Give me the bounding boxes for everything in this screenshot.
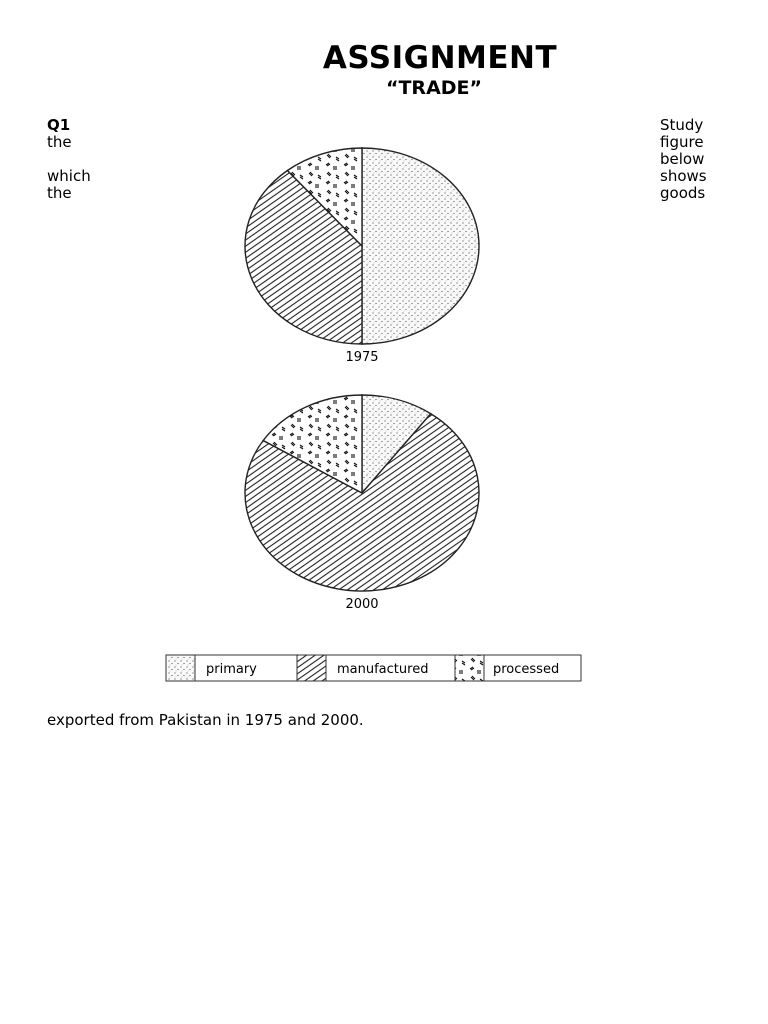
document-title: ASSIGNMENT (322, 40, 558, 76)
pie-year-label: 1975 (345, 350, 379, 365)
pie-year-label: 2000 (345, 597, 379, 612)
question-word: the (47, 133, 72, 151)
pie-chart-1975 (245, 148, 479, 344)
legend-swatch-primary (166, 655, 195, 681)
legend (166, 655, 581, 681)
question-word: the (47, 184, 72, 202)
question-word: below (660, 150, 705, 168)
pie-chart-2000 (245, 395, 479, 591)
document-subtitle: “TRADE” (385, 77, 483, 99)
legend-swatch-manufactured (297, 655, 326, 681)
pie-slice-primary (362, 148, 479, 344)
closing-text: exported from Pakistan in 1975 and 2000. (47, 711, 364, 729)
question-word: figure (660, 133, 704, 151)
legend-label-manufactured: manufactured (337, 662, 429, 677)
question-word: shows (660, 167, 707, 185)
question-word: Study (660, 116, 704, 134)
legend-label-processed: processed (493, 662, 560, 677)
question-label: Q1 (47, 116, 71, 134)
question-word: which (47, 167, 91, 185)
legend-label-primary: primary (206, 662, 257, 677)
question-word: goods (660, 184, 706, 202)
legend-swatch-processed (455, 655, 484, 681)
